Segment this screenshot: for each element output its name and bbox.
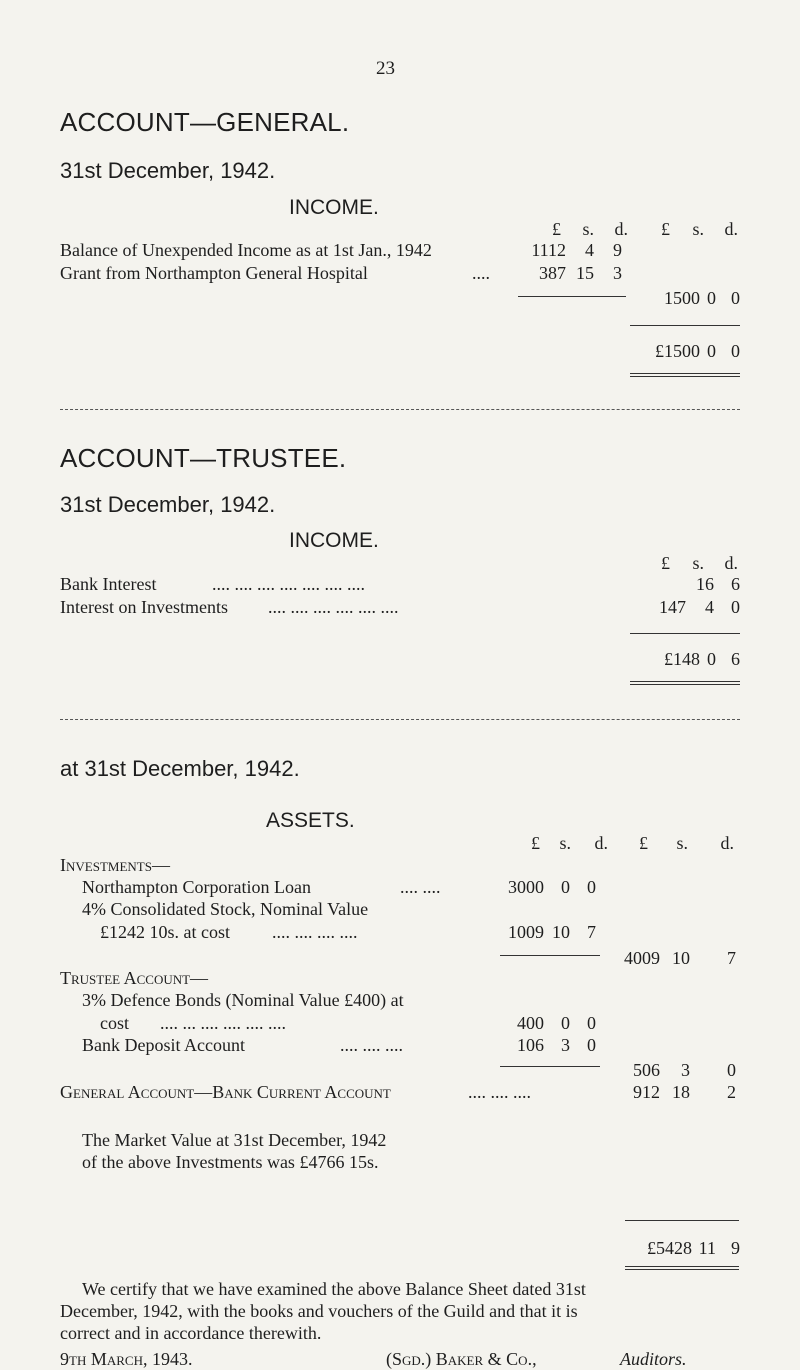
assets-col-pence-1: d. <box>594 833 608 853</box>
balance-heading: at 31st December, 1942. <box>60 756 300 781</box>
total-rule <box>630 633 740 634</box>
trustee-row-shillings: 4 <box>705 597 714 617</box>
asset-row-shillings: 10 <box>552 922 570 942</box>
general-row-pounds: 387 <box>539 263 566 283</box>
general-row-pence: 9 <box>613 240 622 260</box>
investments-subtotal-pounds: 4009 <box>624 948 660 968</box>
leader-dots: .... ... .... .... .... .... <box>160 1013 286 1033</box>
general-subtotal-pounds: 1500 <box>664 288 700 308</box>
trustee-col-pence: d. <box>724 553 738 573</box>
assets-total-shillings: 11 <box>698 1238 716 1258</box>
assets-col-pound-2: £ <box>639 833 648 853</box>
certificate-line3: correct and in accordance therewith. <box>60 1323 322 1343</box>
general-row-label: Grant from Northampton General Hospital <box>60 263 368 283</box>
trustee-subtotal-shillings: 3 <box>681 1060 690 1080</box>
assets-col-pence-2: d. <box>720 833 734 853</box>
total-rule <box>625 1220 739 1221</box>
general-row-pounds: 1112 <box>531 240 566 260</box>
trustee-row-pence: 0 <box>731 597 740 617</box>
asset-row-pence: 0 <box>587 877 596 897</box>
general-total-shillings: 0 <box>707 341 716 361</box>
leader-dots: .... .... <box>400 877 441 897</box>
asset-row-pence: 7 <box>587 922 596 942</box>
assets-total-pounds: £5428 <box>647 1238 692 1258</box>
general-row-label: Balance of Unexpended Income as at 1st Jan., 1942 <box>60 240 432 260</box>
trustee-subtotal-pence: 0 <box>727 1060 736 1080</box>
general-account-row-label: General Account—Bank Current Account <box>60 1082 391 1102</box>
trustee-subtotal-pounds: 506 <box>633 1060 660 1080</box>
general-col-pence-1: d. <box>614 219 628 239</box>
trustee-account-date: 31st December, 1942. <box>60 492 276 517</box>
asset-row-label-line2: £1242 10s. at cost <box>100 922 230 942</box>
total-double-rule <box>625 1266 739 1270</box>
general-income-title: INCOME. <box>289 196 379 219</box>
asset-row-label: Bank Deposit Account <box>82 1035 245 1055</box>
general-row-pence: 3 <box>613 263 622 283</box>
asset-row-pence: 0 <box>587 1035 596 1055</box>
assets-total-pence: 9 <box>731 1238 740 1258</box>
trustee-row-pounds: 147 <box>659 597 686 617</box>
page-number: 23 <box>376 58 395 79</box>
auditor-role: Auditors. <box>620 1349 687 1369</box>
total-double-rule <box>630 373 740 377</box>
certificate-line2: December, 1942, with the books and vouchers of the Guild and that it is <box>60 1301 578 1321</box>
asset-row-label: Northampton Corporation Loan <box>82 877 311 897</box>
asset-row-shillings: 3 <box>561 1035 570 1055</box>
trustee-row-label: Interest on Investments <box>60 597 228 617</box>
asset-row-pence: 0 <box>587 1013 596 1033</box>
asset-row-shillings: 0 <box>561 877 570 897</box>
auditor-signature: (Sgd.) Baker & Co., <box>386 1349 537 1369</box>
leader-dots: .... .... .... .... .... .... .... <box>212 574 365 594</box>
subtotal-rule <box>500 955 600 956</box>
leader-dots: .... .... .... .... <box>272 922 358 942</box>
general-subtotal-shillings: 0 <box>707 288 716 308</box>
assets-col-pound-1: £ <box>531 833 540 853</box>
total-double-rule <box>630 681 740 685</box>
assets-col-shilling-1: s. <box>559 833 571 853</box>
general-col-pound-1: £ <box>552 219 561 239</box>
section-divider <box>60 409 740 410</box>
trustee-row-shillings: 16 <box>696 574 714 594</box>
general-account-date: 31st December, 1942. <box>60 158 276 183</box>
assets-title: ASSETS. <box>266 809 355 832</box>
asset-row-shillings: 0 <box>561 1013 570 1033</box>
general-subtotal-pence: 0 <box>731 288 740 308</box>
trustee-row-pence: 6 <box>731 574 740 594</box>
subtotal-rule <box>500 1066 600 1067</box>
trustee-account-label: Trustee Account— <box>60 968 209 988</box>
general-col-pence-2: d. <box>724 219 738 239</box>
asset-row-label-line2: cost <box>100 1013 129 1033</box>
trustee-total-shillings: 0 <box>707 649 716 669</box>
trustee-row-label: Bank Interest <box>60 574 157 594</box>
general-row-shillings: 15 <box>576 263 594 283</box>
trustee-income-title: INCOME. <box>289 529 379 552</box>
general-account-heading: ACCOUNT—GENERAL. <box>60 107 350 137</box>
trustee-col-shilling: s. <box>692 553 704 573</box>
asset-row-pounds: 1009 <box>508 922 544 942</box>
total-rule <box>630 325 740 326</box>
market-value-note-line2: of the above Investments was £4766 15s. <box>82 1152 379 1172</box>
general-col-shilling-1: s. <box>582 219 594 239</box>
trustee-total-pounds: £148 <box>664 649 700 669</box>
market-value-note-line1: The Market Value at 31st December, 1942 <box>82 1130 387 1150</box>
asset-row-label-line1: 4% Consolidated Stock, Nominal Value <box>82 899 369 919</box>
certificate-date: 9th March, 1943. <box>60 1349 193 1369</box>
general-total-pence: 0 <box>731 341 740 361</box>
leader-dots: .... .... .... <box>340 1035 403 1055</box>
section-divider <box>60 719 740 720</box>
trustee-account-heading: ACCOUNT—TRUSTEE. <box>60 443 347 473</box>
general-total-pounds: £1500 <box>655 341 700 361</box>
asset-row-pounds: 3000 <box>508 877 544 897</box>
general-account-pounds: 912 <box>633 1082 660 1102</box>
general-account-shillings: 18 <box>672 1082 690 1102</box>
certificate-line1: We certify that we have examined the above Balance Sheet dated 31st <box>82 1279 586 1299</box>
general-col-pound-2: £ <box>661 219 670 239</box>
leader-dots: .... .... .... .... .... .... <box>268 597 399 617</box>
investments-subtotal-shillings: 10 <box>672 948 690 968</box>
general-row-shillings: 4 <box>585 240 594 260</box>
asset-row-pounds: 106 <box>517 1035 544 1055</box>
general-account-pence: 2 <box>727 1082 736 1102</box>
leader-dots: .... <box>472 263 490 283</box>
leader-dots: .... .... .... <box>468 1082 531 1102</box>
asset-row-pounds: 400 <box>517 1013 544 1033</box>
investments-label: Investments— <box>60 855 170 875</box>
trustee-col-pound: £ <box>661 553 670 573</box>
subtotal-rule <box>518 296 626 297</box>
asset-row-label-line1: 3% Defence Bonds (Nominal Value £400) at <box>82 990 404 1010</box>
assets-col-shilling-2: s. <box>676 833 688 853</box>
general-col-shilling-2: s. <box>692 219 704 239</box>
investments-subtotal-pence: 7 <box>727 948 736 968</box>
trustee-total-pence: 6 <box>731 649 740 669</box>
